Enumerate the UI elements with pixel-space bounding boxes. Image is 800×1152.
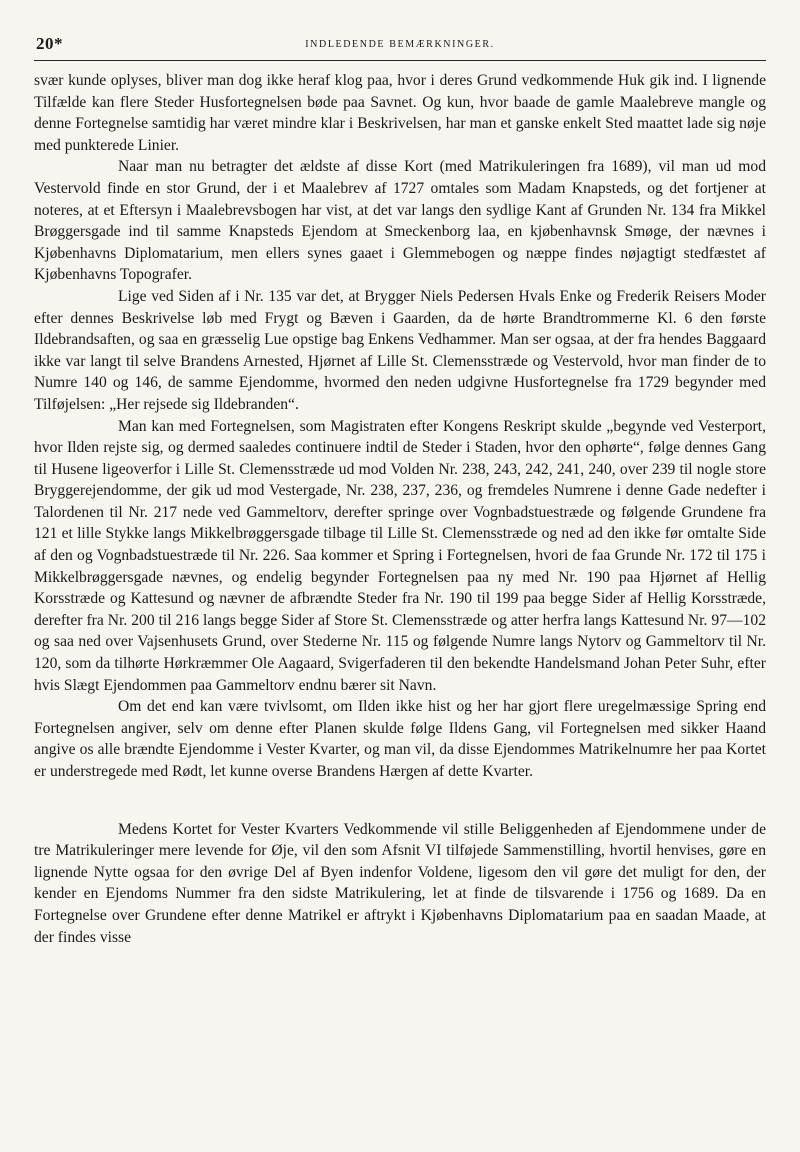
page-number: 20* — [36, 34, 63, 53]
body-text — [34, 70, 766, 948]
section-gap — [34, 783, 766, 819]
paragraph-1: svær kunde oplyses, bliver man dog ikke heraf klog paa, hvor i deres Grund vedkommende Huk gik ind. I lignende Tilfælde kan flere Steder Husfortegnelsen bøde paa Savnet. Og kun, hvor baade de gamle Maalebreve mangle og denne Fortegnelse samtidig har været mindre klar i Beskrivelsen, har man et ganske enkelt Sted maattet lade sig nøje med punkterede Linier. — [34, 72, 766, 154]
paragraph-2: Naar man nu betragter det ældste af disse Kort (med Matrikuleringen fra 1689), vil man ud mod Vestervold finde en stor Grund, der i et Maalebrev af 1727 omtales som Madam Knapsteds, og det fortjener at noteres, at et Eftersyn i Maalebrevsbogen har vist, at det var langs den sydlige Kant af Grunden Nr. 134 fra Mikkel Brøggersgade ind til samme Knapsteds Ejendom at Smeckenborg laa, en kjøbenhavnsk Smøge, der nævnes i Kjøbenhavns Diplomatarium, men ellers synes gaaet i Glemmebogen og næppe findes nøjagtigt stedfæstet af Kjøbenhavns Topografer. — [34, 158, 766, 284]
running-head — [36, 34, 764, 56]
running-title: INDLEDENDE BEMÆRKNINGER. — [305, 39, 495, 50]
paragraph-5: Om det end kan være tvivlsomt, om Ilden ikke hist og her har gjort flere uregelmæssige Spring end Fortegnelsen angiver, selv om denne efter Planen skulde følge Ildens Gang, vil Fortegnelsen med sikker Haand angive os alle brændte Ejendomme i Vester Kvarter, og man vil, da disse Ejendommes Matrikelnumre her paa Kortet er understregede med Rødt, let kunne overse Brandens Hærgen af dette Kvarter. — [34, 698, 766, 780]
paragraph-6: Medens Kortet for Vester Kvarters Vedkommende vil stille Beliggenheden af Ejendommene under de tre Matrikuleringer mere levende for Øje, vil den som Afsnit VI tilføjede Sammenstilling, hvortil henvises, gøre en lignende Nytte ogsaa for den øvrige Del af Byen indenfor Voldene, ligesom den vil gøre det muligt for den, der kender en Ejendoms Nummer fra den sidste Matrikulering, let at finde de tilsvarende i 1756 og 1689. Da en Fortegnelse over Grundene efter denne Matrikel er aftrykt i Kjøbenhavns Diplomatarium paa en saadan Maade, at der findes visse — [34, 820, 766, 946]
paragraph-4: Man kan med Fortegnelsen, som Magistraten efter Kongens Reskript skulde „begynde ved Vesterport, hvor Ilden rejste sig, og dermed saaledes continuere indtil de Steder i Staden, hvor den ophørte“, følge dennes Gang til Husene ligeoverfor i Lille St. Clemensstræde ud mod Volden Nr. 238, 243, 242, 241, 240, over 239 til nogle store Bryggerejendomme, der gik ud mod Vestergade, Nr. 238, 237, 236, og fremdeles Numrene i denne Gade nedefter i Talordenen til Nr. 217 nede ved Gammeltorv, derefter springe over Vognbadstuestræde og følgende Grundene fra 121 et lille Stykke langs Mikkelbrøggersgade tilbage til Lille St. Clemensstræde og ned ad den ikke før omtalte Side af den og Vognbadstuestræde til Nr. 226. Saa kommer et Spring i Fortegnelsen, hvori de faa Grunde Nr. 172 til 175 i Mikkelbrøggersgade nævnes, og endelig begynder Fortegnelsen paa ny med Nr. 190 paa Hjørnet af Hellig Korsstræde og Kattesund og nævner de afbrændte Steder fra Nr. 190 til 199 paa begge Sider af Hellig Korsstræde, derefter fra Nr. 200 til 216 langs begge Sider af Store St. Clemensstræde og atter herfra langs Kattesund Nr. 97—102 og saa ned over Vajsenhusets Grund, over Stederne Nr. 115 og følgende Numre langs Nytorv og Gammeltorv til Nr. 120, som da tilhørte Hørkræmmer Ole Aagaard, Svigerfaderen til den bekendte Handelsmand Johan Peter Suhr, efter hvis Slægt Ejendommen paa Gammeltorv endnu bærer sit Navn. — [34, 417, 766, 694]
header-rule — [34, 60, 766, 61]
paragraph-3: Lige ved Siden af i Nr. 135 var det, at Brygger Niels Pedersen Hvals Enke og Frederik Reisers Moder efter dennes Beskrivelse løb med Frygt og Bæven i Gaarden, da de hørte Brandtrommerne Kl. 6 den første Ildebrandsaften, og saa en græsselig Lue opstige bag Enkens Vedhammer. Man ser ogsaa, at der fra hendes Baggaard ikke var langt til selve Brandens Arnested, Hjørnet af Lille St. Clemensstræde og Vestervold, hvor man finder de to Numre 140 og 146, de samme Ejendomme, hvormed den neden udgivne Husfortegnelse fra 1729 begynder med Tilføjelsen: „Her rejsede sig Ildebranden“. — [34, 287, 766, 413]
